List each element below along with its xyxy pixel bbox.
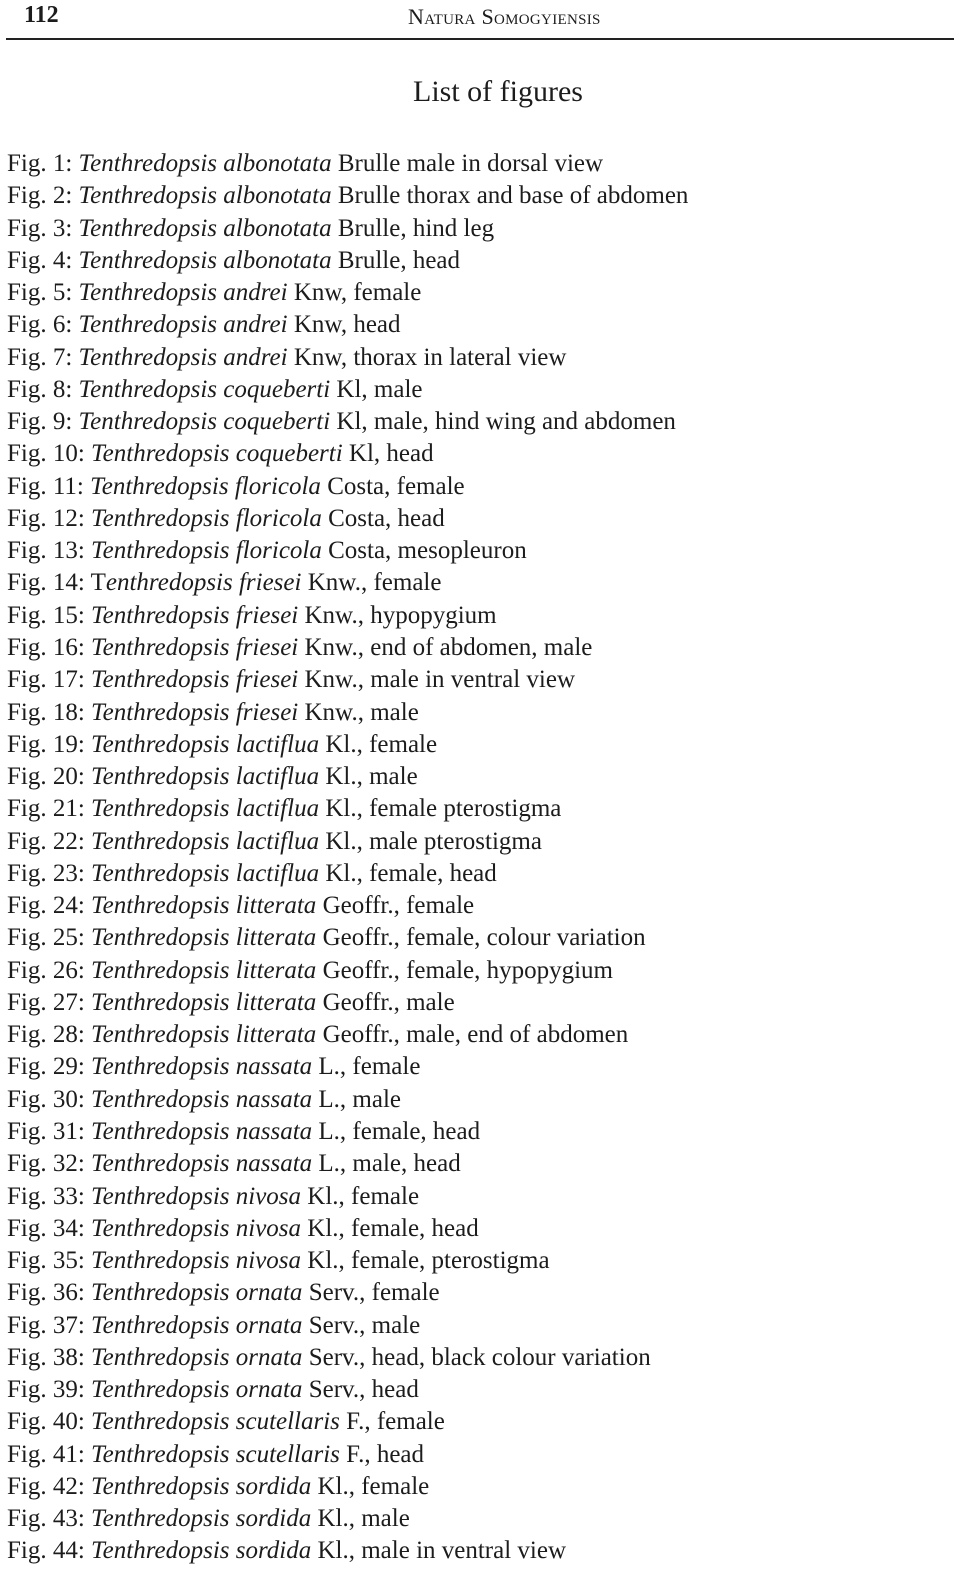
list-item <box>7 1051 688 1083</box>
species-name: Tenthredopsis albonotata <box>78 246 332 274</box>
fig-description: Serv., head, black colour variation <box>302 1343 651 1371</box>
list-item <box>7 1084 688 1116</box>
species-name: Tenthredopsis sordida <box>91 1505 312 1533</box>
list-item <box>7 1213 688 1245</box>
list-item <box>7 1374 688 1406</box>
species-name: Tenthredopsis litterata <box>91 1021 317 1049</box>
species-name: Tenthredopsis coqueberti <box>78 408 331 436</box>
fig-description: Kl., female, pterostigma <box>301 1247 550 1275</box>
species-name: Tenthredopsis ornata <box>91 1311 303 1339</box>
fig-description: Kl., male in ventral view <box>311 1537 567 1565</box>
fig-description: Kl., female pterostigma <box>319 795 562 823</box>
fig-label: Fig. 1: <box>7 150 79 177</box>
fig-label: Fig. 29: <box>7 1053 92 1081</box>
list-item <box>7 245 688 277</box>
fig-description: Geoffr., female <box>316 892 475 920</box>
list-item <box>7 761 688 793</box>
list-item <box>7 632 688 664</box>
species-name: Tenthredopsis scutellaris <box>91 1440 340 1468</box>
fig-description: Kl., male <box>319 763 418 791</box>
fig-label: Fig. 7: <box>7 343 79 371</box>
species-name: Tenthredopsis coqueberti <box>78 375 331 403</box>
fig-label: Fig. 8: <box>7 375 79 403</box>
fig-label: Fig. 43: <box>7 1505 92 1533</box>
species-name: Tenthredopsis nassata <box>91 1150 313 1178</box>
species-name: Tenthredopsis lactiflua <box>91 763 320 791</box>
fig-description: Geoffr., female, hypopygium <box>316 956 614 984</box>
species-name: Tenthredopsis albonotata <box>78 214 332 242</box>
list-item <box>7 1535 688 1567</box>
fig-label: Fig. 16: <box>7 633 92 661</box>
list-item <box>7 567 688 599</box>
list-item <box>7 503 688 535</box>
list-item <box>7 955 688 987</box>
fig-label: Fig. 13: <box>7 537 92 565</box>
species-name: Tenthredopsis floricola <box>90 472 321 500</box>
fig-description: F., head <box>339 1440 425 1468</box>
list-item <box>7 1148 688 1180</box>
fig-description: L., male <box>312 1085 402 1113</box>
list-item <box>7 1181 688 1213</box>
list-item <box>7 374 688 406</box>
species-name: Tenthredopsis lactiflua <box>91 859 320 887</box>
fig-description: Geoffr., male <box>316 988 455 1016</box>
fig-description: Serv., head <box>302 1376 419 1404</box>
fig-description: Kl., male <box>311 1505 410 1533</box>
fig-description: Kl., male pterostigma <box>319 827 542 855</box>
species-name: Tenthredopsis nivosa <box>91 1214 302 1242</box>
fig-label: Fig. 23: <box>7 859 92 887</box>
fig-description: Knw, thorax in lateral view <box>287 343 567 371</box>
figure-list <box>7 148 688 1568</box>
species-name: Tenthredopsis andrei <box>78 279 288 307</box>
fig-description: Knw., female <box>301 569 442 597</box>
fig-label: Fig. 44: <box>7 1537 92 1565</box>
fig-description: Brulle, hind leg <box>331 214 495 242</box>
list-item <box>7 1116 688 1148</box>
species-name: Tenthredopsis coqueberti <box>91 440 343 468</box>
species-name: enthredopsis friesei <box>105 569 302 597</box>
fig-label: Fig. 11: <box>7 472 91 500</box>
species-name: Tenthredopsis friesei <box>91 633 299 661</box>
fig-description: Serv., female <box>302 1279 440 1307</box>
fig-label: Fig. 3: <box>7 214 79 242</box>
fig-description: Costa, female <box>320 472 465 500</box>
fig-description: Knw, head <box>287 311 401 339</box>
fig-label: Fig. 9: <box>7 408 79 436</box>
fig-label: Fig. 2: <box>7 182 79 210</box>
fig-label: Fig. 39: <box>7 1376 92 1404</box>
species-name: Tenthredopsis nassata <box>91 1117 313 1145</box>
list-item <box>7 1503 688 1535</box>
list-item <box>7 535 688 567</box>
fig-description: Costa, mesopleuron <box>321 537 527 565</box>
fig-label: Fig. 14: T <box>7 569 106 597</box>
fig-label: Fig. 22: <box>7 827 92 855</box>
fig-description: Kl., female <box>319 730 438 758</box>
list-item <box>7 1406 688 1438</box>
list-item <box>7 697 688 729</box>
species-name: Tenthredopsis floricola <box>91 504 322 532</box>
section-heading: List of figures <box>413 75 583 108</box>
fig-description: Kl., female, head <box>301 1214 479 1242</box>
list-item <box>7 922 688 954</box>
fig-label: Fig. 24: <box>7 892 92 920</box>
fig-label: Fig. 25: <box>7 924 92 952</box>
fig-label: Fig. 31: <box>7 1117 92 1145</box>
list-item <box>7 277 688 309</box>
fig-description: Knw, female <box>287 279 422 307</box>
species-name: Tenthredopsis friesei <box>91 601 299 629</box>
species-name: Tenthredopsis ornata <box>91 1376 303 1404</box>
fig-label: Fig. 19: <box>7 730 92 758</box>
species-name: Tenthredopsis litterata <box>91 988 317 1016</box>
fig-label: Fig. 36: <box>7 1279 92 1307</box>
list-item <box>7 1342 688 1374</box>
species-name: Tenthredopsis andrei <box>78 311 288 339</box>
fig-label: Fig. 12: <box>7 504 92 532</box>
species-name: Tenthredopsis nivosa <box>91 1247 302 1275</box>
fig-description: Knw., male <box>298 698 419 726</box>
species-name: Tenthredopsis albonotata <box>78 182 332 210</box>
list-item <box>7 1019 688 1051</box>
fig-description: Kl, male <box>330 375 423 403</box>
species-name: Tenthredopsis friesei <box>91 666 299 694</box>
fig-label: Fig. 42: <box>7 1472 92 1500</box>
species-name: Tenthredopsis ornata <box>91 1343 303 1371</box>
fig-label: Fig. 41: <box>7 1440 92 1468</box>
fig-description: Brulle thorax and base of abdomen <box>331 182 689 210</box>
list-item <box>7 664 688 696</box>
fig-description: Knw., hypopygium <box>298 601 497 629</box>
list-item <box>7 1277 688 1309</box>
list-item <box>7 1245 688 1277</box>
fig-label: Fig. 21: <box>7 795 92 823</box>
species-name: Tenthredopsis lactiflua <box>91 730 320 758</box>
journal-title: Natura Somogyiensis <box>408 4 601 29</box>
page-header <box>6 0 954 40</box>
fig-label: Fig. 35: <box>7 1247 92 1275</box>
species-name: Tenthredopsis sordida <box>91 1472 312 1500</box>
species-name: Tenthredopsis nassata <box>91 1085 313 1113</box>
species-name: Tenthredopsis andrei <box>78 343 288 371</box>
fig-description: Kl., female <box>301 1182 420 1210</box>
species-name: Tenthredopsis litterata <box>91 892 317 920</box>
species-name: Tenthredopsis nivosa <box>91 1182 302 1210</box>
species-name: Tenthredopsis ornata <box>91 1279 303 1307</box>
fig-description: Costa, head <box>321 504 445 532</box>
species-name: Tenthredopsis friesei <box>91 698 299 726</box>
list-item <box>7 471 688 503</box>
list-item <box>7 600 688 632</box>
fig-label: Fig. 40: <box>7 1408 92 1436</box>
list-item <box>7 729 688 761</box>
list-item <box>7 1439 688 1471</box>
species-name: Tenthredopsis lactiflua <box>91 795 320 823</box>
list-item <box>7 826 688 858</box>
fig-description: Geoffr., male, end of abdomen <box>316 1021 629 1049</box>
fig-description: Knw., male in ventral view <box>298 666 576 694</box>
fig-description: Kl, head <box>342 440 434 468</box>
fig-description: L., female <box>312 1053 421 1081</box>
list-item <box>7 987 688 1019</box>
fig-label: Fig. 33: <box>7 1182 92 1210</box>
list-item <box>7 342 688 374</box>
species-name: Tenthredopsis litterata <box>91 956 317 984</box>
species-name: Tenthredopsis albonotata <box>78 150 332 177</box>
list-item <box>7 406 688 438</box>
list-item <box>7 148 688 180</box>
fig-description: Serv., male <box>302 1311 421 1339</box>
list-item <box>7 438 688 470</box>
fig-description: Knw., end of abdomen, male <box>298 633 593 661</box>
fig-label: Fig. 30: <box>7 1085 92 1113</box>
fig-label: Fig. 32: <box>7 1150 92 1178</box>
fig-description: F., female <box>339 1408 445 1436</box>
fig-label: Fig. 17: <box>7 666 92 694</box>
species-name: Tenthredopsis nassata <box>91 1053 313 1081</box>
fig-label: Fig. 37: <box>7 1311 92 1339</box>
list-item <box>7 1471 688 1503</box>
fig-description: L., male, head <box>312 1150 461 1178</box>
fig-label: Fig. 15: <box>7 601 92 629</box>
fig-description: L., female, head <box>312 1117 481 1145</box>
page-number: 112 <box>24 2 59 28</box>
fig-label: Fig. 5: <box>7 279 79 307</box>
species-name: Tenthredopsis litterata <box>91 924 317 952</box>
species-name: Tenthredopsis sordida <box>91 1537 312 1565</box>
species-name: Tenthredopsis floricola <box>91 537 322 565</box>
fig-label: Fig. 4: <box>7 246 79 274</box>
fig-label: Fig. 38: <box>7 1343 92 1371</box>
species-name: Tenthredopsis lactiflua <box>91 827 320 855</box>
fig-description: Kl., female, head <box>319 859 497 887</box>
fig-description: Brulle, head <box>331 246 461 274</box>
list-item <box>7 309 688 341</box>
fig-label: Fig. 34: <box>7 1214 92 1242</box>
fig-description: Kl, male, hind wing and abdomen <box>330 408 676 436</box>
fig-description: Kl., female <box>311 1472 430 1500</box>
fig-label: Fig. 20: <box>7 763 92 791</box>
fig-label: Fig. 10: <box>7 440 92 468</box>
list-item <box>7 1310 688 1342</box>
fig-label: Fig. 6: <box>7 311 79 339</box>
list-item <box>7 890 688 922</box>
list-item <box>7 213 688 245</box>
fig-label: Fig. 26: <box>7 956 92 984</box>
species-name: Tenthredopsis scutellaris <box>91 1408 340 1436</box>
fig-description: Geoffr., female, colour variation <box>316 924 646 952</box>
fig-label: Fig. 27: <box>7 988 92 1016</box>
fig-description: Brulle male in dorsal view <box>331 150 604 177</box>
fig-label: Fig. 18: <box>7 698 92 726</box>
list-item <box>7 180 688 212</box>
fig-label: Fig. 28: <box>7 1021 92 1049</box>
list-item <box>7 793 688 825</box>
list-item <box>7 858 688 890</box>
